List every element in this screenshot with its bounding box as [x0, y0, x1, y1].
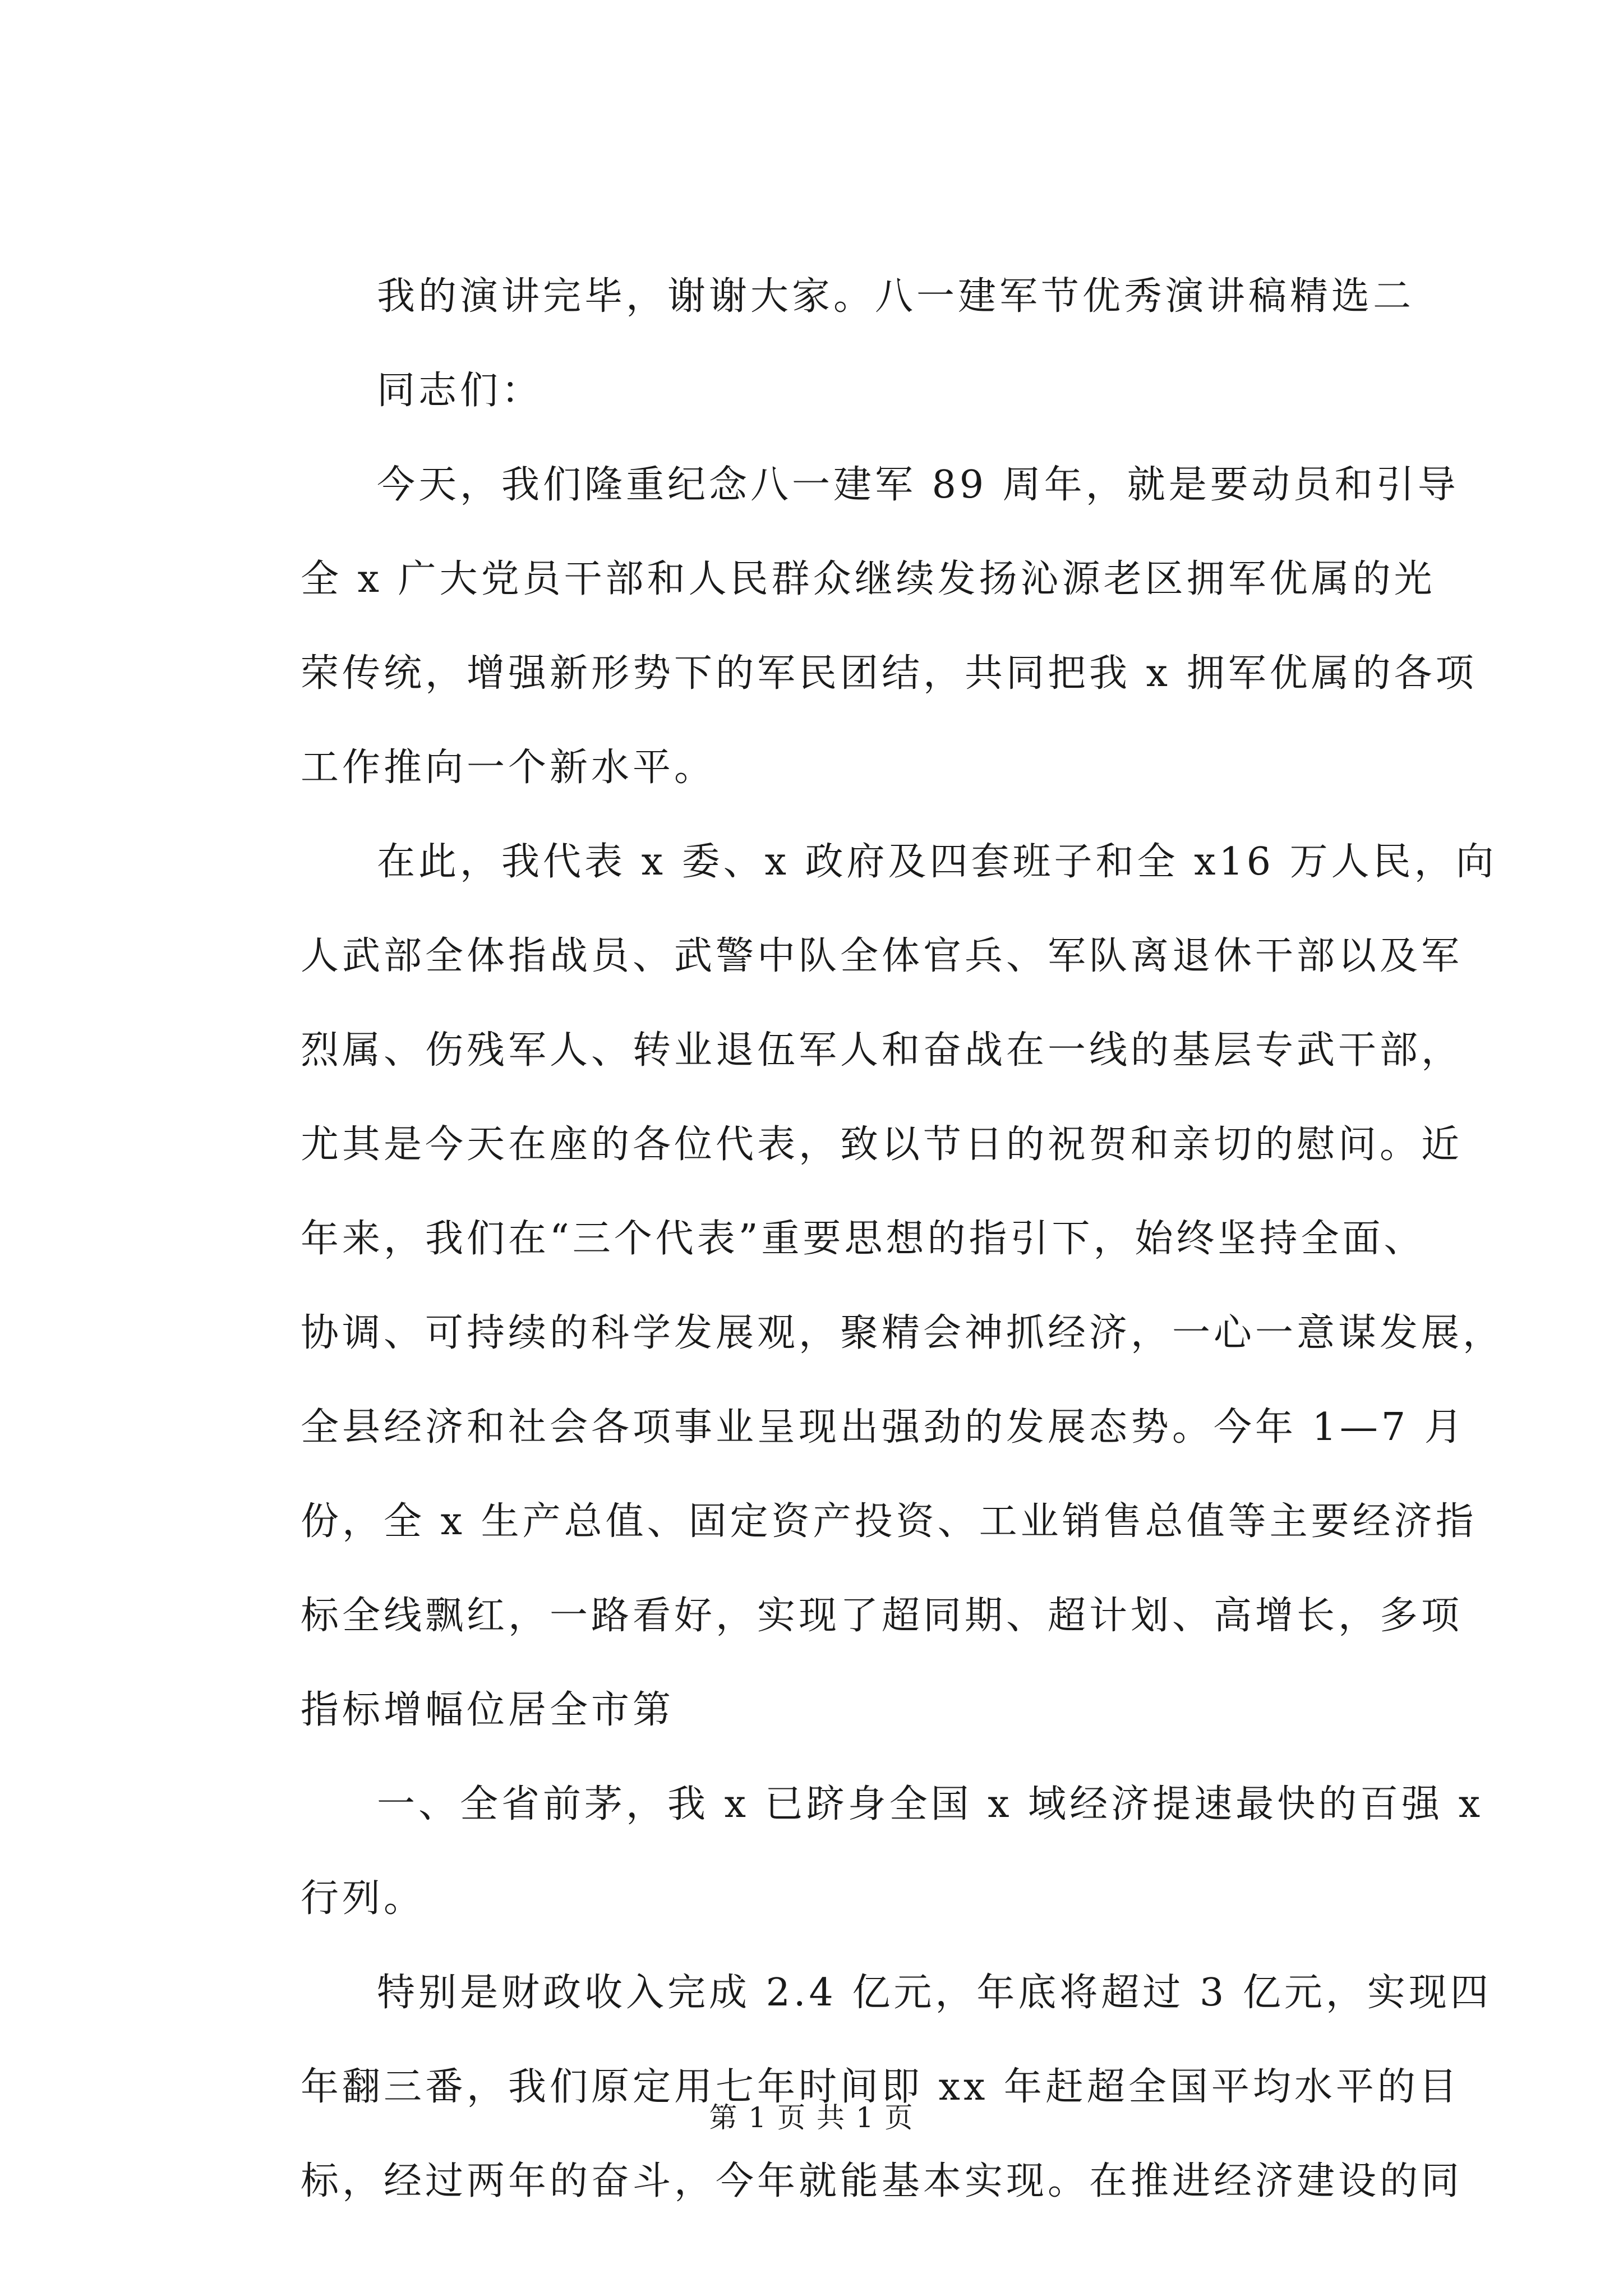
- paragraph-first-line: 特别是财政收入完成 2.4 亿元，年底将超过 3 亿元，实现四: [377, 1971, 1492, 2015]
- paragraph-line: 标全线飘红，一路看好，实现了超同期、超计划、高增长，多项: [301, 1594, 1463, 1638]
- paragraph-first-line: 同志们：: [377, 369, 543, 413]
- paragraph-line: 工作推向一个新水平。: [301, 746, 716, 790]
- paragraph-line: 全县经济和社会各项事业呈现出强劲的发展态势。今年 1—7 月: [301, 1405, 1466, 1450]
- paragraph-line: 人武部全体指战员、武警中队全体官兵、军队离退休干部以及军: [301, 934, 1463, 978]
- document-body: [301, 250, 1505, 2229]
- paragraph-line: 烈属、伤残军人、转业退伍军人和奋战在一线的基层专武干部，: [301, 1028, 1463, 1073]
- paragraph-line: 尤其是今天在座的各位代表，致以节日的祝贺和亲切的慰问。近: [301, 1122, 1463, 1167]
- paragraph-first-line: 一、全省前茅，我 x 已跻身全国 x 域经济提速最快的百强 x: [377, 1782, 1484, 1826]
- paragraph-line: 年翻三番，我们原定用七年时间即 xx 年赶超全国平均水平的目: [301, 2065, 1460, 2109]
- paragraph-line: 全 x 广大党员干部和人民群众继续发扬沁源老区拥军优属的光: [301, 557, 1436, 601]
- paragraph-first-line: 今天，我们隆重纪念八一建军 89 周年，就是要动员和引导: [377, 463, 1459, 507]
- page-footer: 第 1 页 共 1 页: [709, 2101, 914, 2134]
- paragraph-line: 行列。: [301, 1876, 426, 1921]
- paragraph-line: 指标增幅位居全市第: [301, 1688, 675, 1732]
- paragraph-line: 份，全 x 生产总值、固定资产投资、工业销售总值等主要经济指: [301, 1499, 1477, 1544]
- paragraph-line: 荣传统，增强新形势下的军民团结，共同把我 x 拥军优属的各项: [301, 651, 1477, 696]
- paragraph-first-line: 在此，我代表 x 委、x 政府及四套班子和全 x16 万人民，向: [377, 840, 1497, 884]
- paragraph-line: 协调、可持续的科学发展观，聚精会神抓经济，一心一意谋发展，: [301, 1311, 1505, 1355]
- paragraph-line: 年来，我们在“三个代表”重要思想的指引下，始终坚持全面、: [301, 1217, 1426, 1261]
- paragraph-first-line: 我的演讲完毕，谢谢大家。八一建军节优秀演讲稿精选二: [377, 274, 1415, 319]
- paragraph-line: 标，经过两年的奋斗，今年就能基本实现。在推进经济建设的同: [301, 2159, 1463, 2203]
